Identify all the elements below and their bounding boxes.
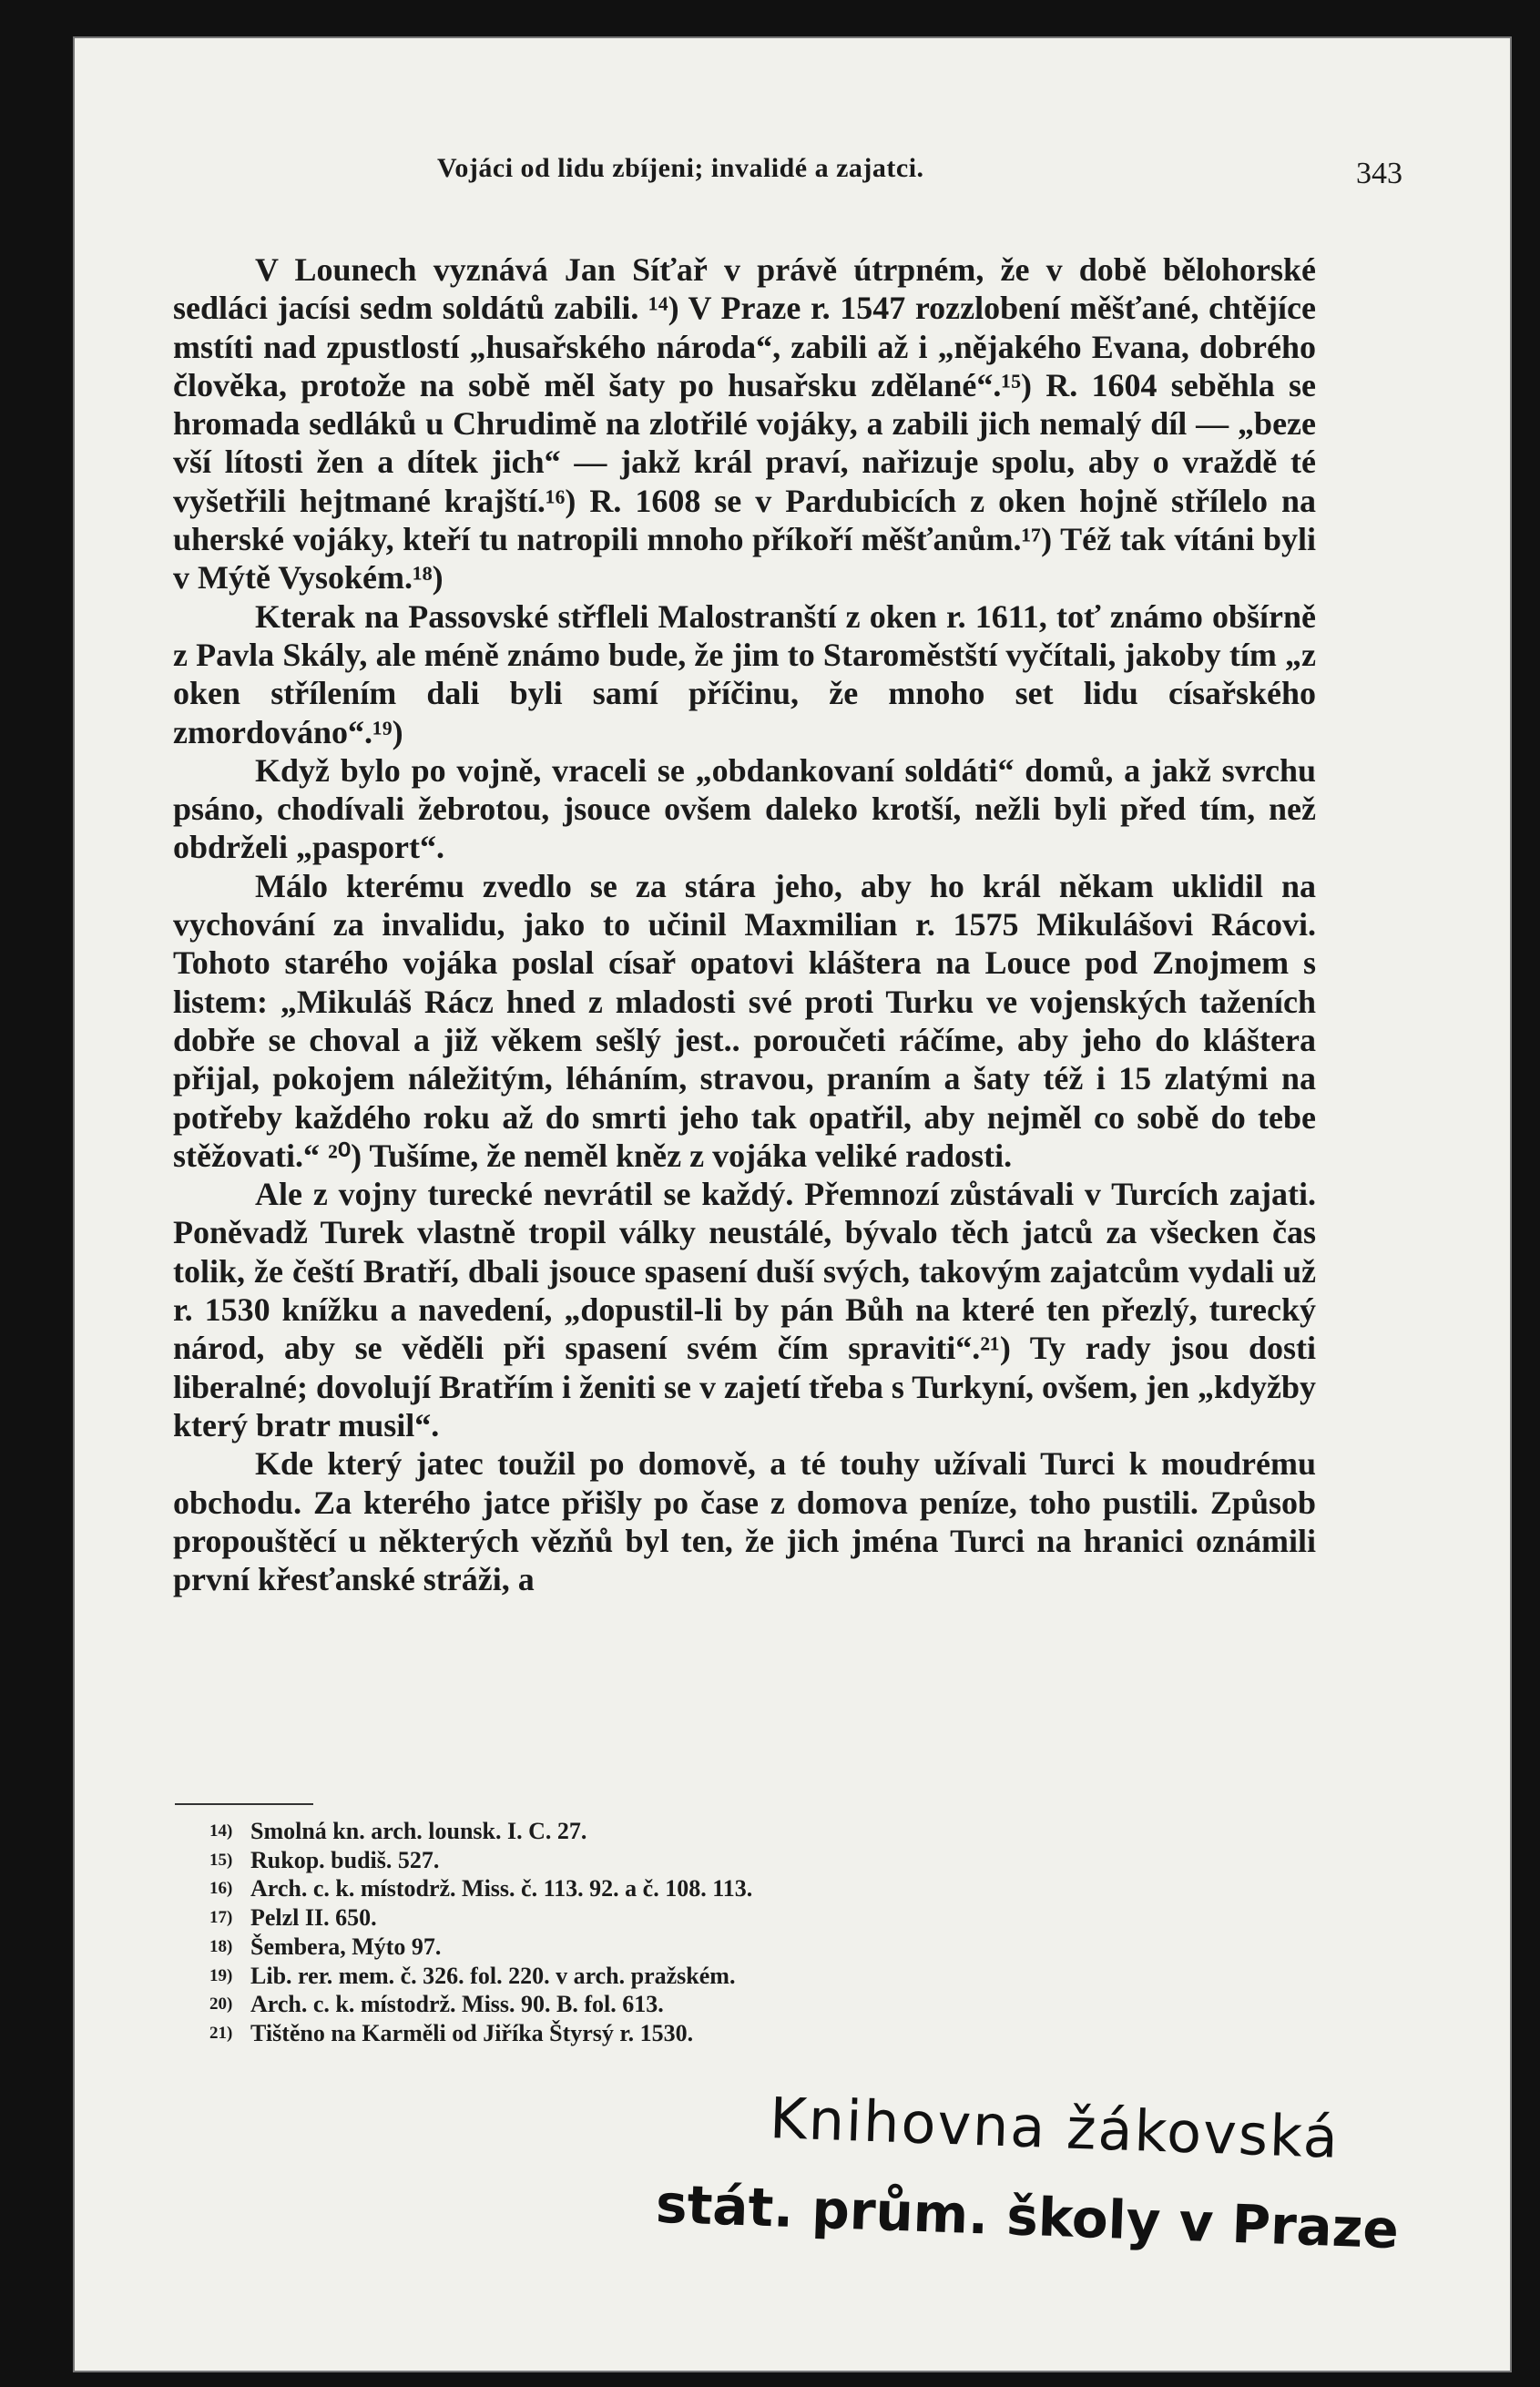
- footnote: 17) Pelzl II. 650.: [209, 1904, 377, 1932]
- footnote: 21) Tištěno na Karměli od Jiříka Štyrsý r. 1530.: [209, 2019, 694, 2046]
- paragraph: Ale z vojny turecké nevrátil se každý. Přemnozí zůstávali v Turcích zajati. Poněvadž Turek vlastně tropil války neustálé, bývalo těch jatců za všecken čas tolik, že čeští Bratří, dbali jsouce spasení duší svých, takovým zajatcům vydali už r. 1530 knížku a navedení, „dopustil-li by pán Bůh na které ten přezlý, turecký národ, aby se věděli při spasení svém čím spraviti“.²¹) Ty rady jsou dosti liberalné; dovolují Bratřím i ženiti se v zajetí třeba s Turkyní, ovšem, jen „kdyžby který bratr musil“.: [173, 1176, 1316, 1443]
- footnote-divider: [175, 1803, 313, 1805]
- paragraph: Když bylo po vojně, vraceli se „obdankovaní soldáti“ domů, a jakž svrchu psáno, chodívali žebrotou, jsouce ovšem daleko krotší, nežli byli před tím, než obdrželi „pasport“.: [173, 751, 1316, 866]
- paragraph: Málo kterému zvedlo se za stára jeho, aby ho král někam uklidil na vychování za invalidu, jako to učinil Maxmilian r. 1575 Mikulášovi Rácovi. Tohoto starého vojáka poslal císař opatovi kláštera na Louce pod Znojmem s listem: „Mikuláš Rácz hned z mladosti své proti Turku ve vojenských taženích dobře se choval a již věkem sešlý jest.. poroučeti ráčíme, aby jeho do kláštera přijal, pokojem náležitým, léháním, stravou, praním a šaty též i 15 zlatými na potřeby každého roku až do smrti jeho tak opatřil, aby nejměl co sobě do tebe stěžovati.“ ²⁰) Tušíme, že neměl kněz z vojáka veliké radosti.: [173, 867, 1316, 1174]
- page-number: 343: [1356, 157, 1402, 190]
- footnote: 20) Arch. c. k. místodrž. Miss. 90. B. fol. 613.: [209, 1991, 664, 2018]
- stamp-line-2: stát. prům. školy v Praze: [655, 2172, 1400, 2261]
- footnote: 15) Rukop. budiš. 527.: [209, 1846, 440, 1873]
- footnote: 19) Lib. rer. mem. č. 326. fol. 220. v arch. pražském.: [209, 1962, 736, 1989]
- chapter-title: Vojáci od lidu zbíjeni; invalidé a zajatci.: [437, 153, 924, 183]
- stamp-line-1: Knihovna žákovská: [768, 2085, 1341, 2171]
- footnote: 14) Smolná kn. arch. lounsk. I. C. 27.: [209, 1818, 587, 1844]
- footnote: 18) Šembera, Mýto 97.: [209, 1933, 442, 1960]
- footnotes: [209, 1817, 1120, 2048]
- running-header: [437, 153, 1402, 199]
- library-stamp: [655, 2085, 1475, 2313]
- paragraph: V Lounech vyznává Jan Síťař v právě útrpném, že v době bělohorské sedláci jacísi sedm soldátů zabili. ¹⁴) V Praze r. 1547 rozzlobení měšťané, chtějíce mstíti nad zpustlostí „husařského národa“, zabili až i „nějakého Evana, dobrého člověka, protože na sobě měl šaty po husařsku zdělané“.¹⁵) R. 1604 seběhla se hromada sedláků u Chrudimě na zlotřilé vojáky, a zabili jich nemalý díl — „beze vší lítosti žen a dítek jich“ — jakž král praví, nařizuje spolu, aby o vraždě té vyšetřili hejtmané krajští.¹⁶) R. 1608 se v Pardubicích z oken hojně střílelo na uherské vojáky, kteří tu natropili mnoho příkoří měšťanům.¹⁷) Též tak vítáni byli v Mýtě Vysokém.¹⁸): [173, 251, 1316, 597]
- paragraph: Kterak na Passovské střfleli Malostranští z oken r. 1611, toť známo obšírně z Pavla Skály, ale méně známo bude, že jim to Staroměstští vyčítali, jakoby tím „z oken střílením dali byli samí příčinu, že mnoho set lidu císařského zmordováno“.¹⁹): [173, 597, 1316, 750]
- paragraph: Kde který jatec toužil po domově, a té touhy užívali Turci k moudrému obchodu. Za kterého jatce přišly po čase z domova peníze, toho pustili. Způsob propouštěcí u některých vězňů byl ten, že jich jména Turci na hranici oznámili první křesťanské stráži, a: [173, 1445, 1316, 1598]
- main-text: [173, 250, 1316, 1598]
- book-page: [73, 36, 1512, 2372]
- footnote: 16) Arch. c. k. místodrž. Miss. č. 113. 92. a č. 108. 113.: [209, 1875, 753, 1902]
